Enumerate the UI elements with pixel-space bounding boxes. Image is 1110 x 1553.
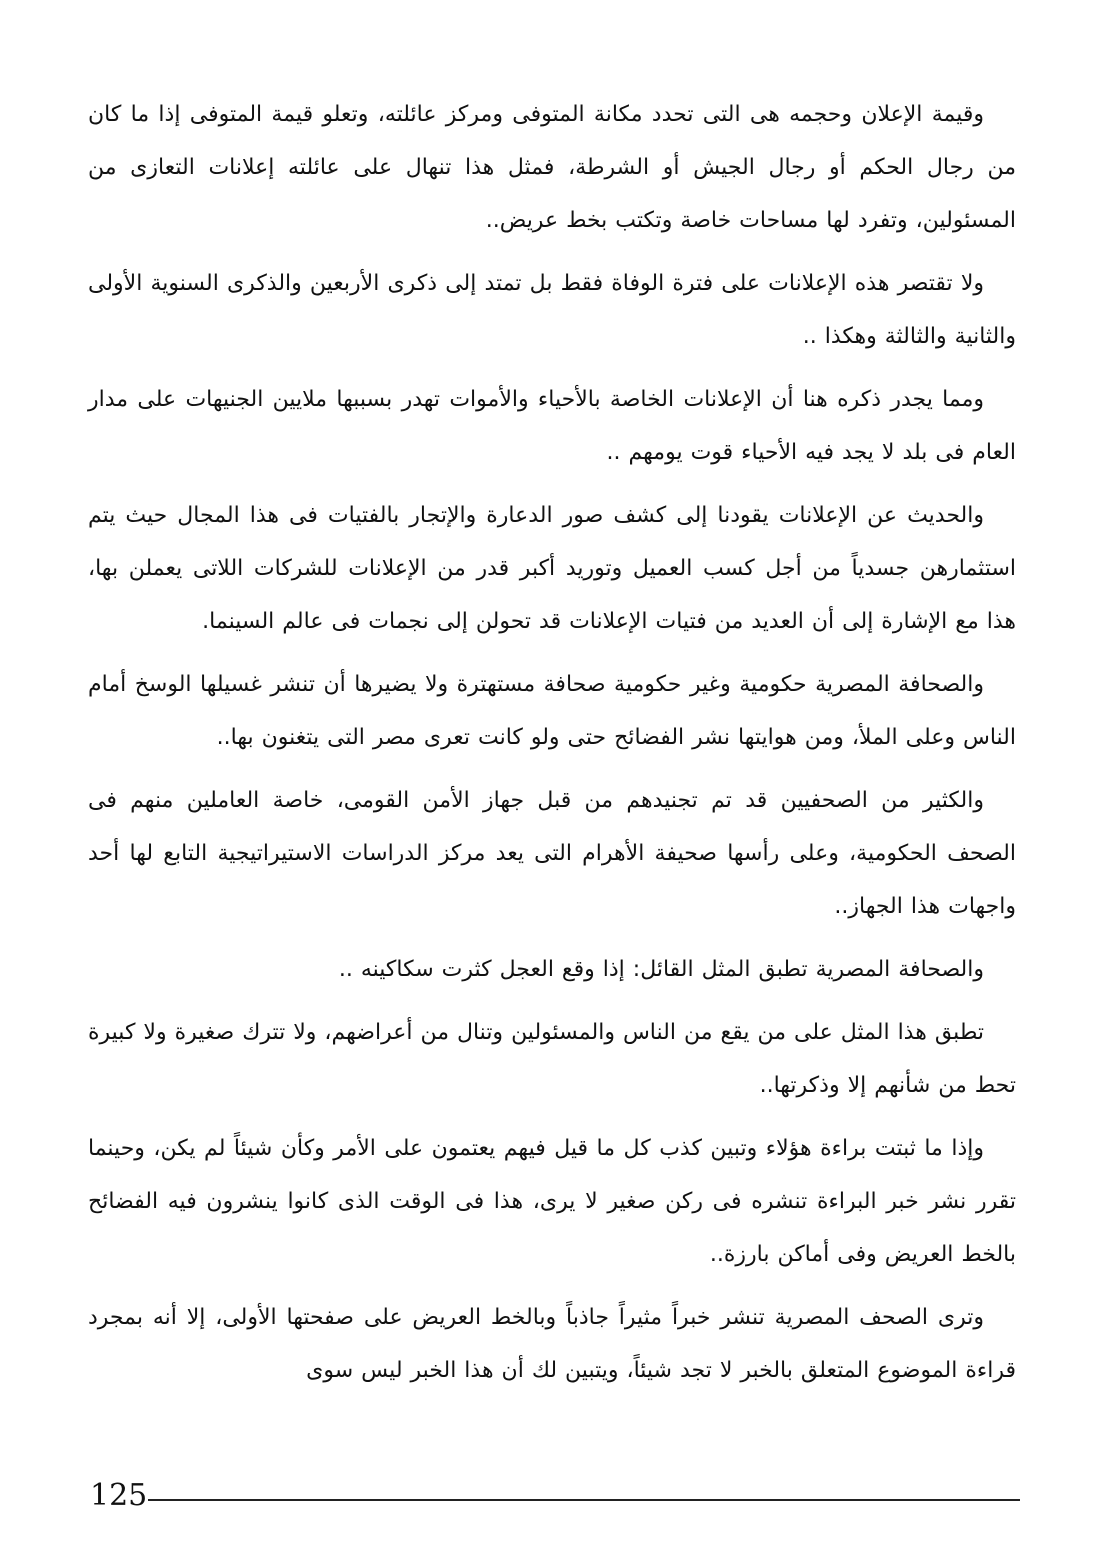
paragraph-10: وترى الصحف المصرية تنشر خبراً مثيراً جاذباً وبالخط العريض على صفحتها الأولى، إلا أنه بمجرد قراءة الموضوع المتعلق بالخبر لا تجد شيئاً، ويتبين لك أن هذا الخبر ليس سوى <box>88 1305 1016 1383</box>
paragraph-1: وقيمة الإعلان وحجمه هى التى تحدد مكانة المتوفى ومركز عائلته، وتعلو قيمة المتوفى إذا ما كان من رجال الحكم أو رجال الجيش أو الشرطة، فمثل هذا تنهال على عائلته إعلانات التعازى من المسئولين، وتفرد لها مساحات خاصة وتكتب بخط عريض.. <box>88 102 1016 233</box>
paragraph-8: تطبق هذا المثل على من يقع من الناس والمسئولين وتنال من أعراضهم، ولا تترك صغيرة ولا كبيرة تحط من شأنهم إلا وذكرتها.. <box>88 1020 1016 1098</box>
body-text <box>88 88 1016 1407</box>
paragraph-3: ومما يجدر ذكره هنا أن الإعلانات الخاصة بالأحياء والأموات تهدر بسببها ملايين الجنيهات على مدار العام فى بلد لا يجد فيه الأحياء قوت يومهم .. <box>88 387 1016 465</box>
page-number: 125 <box>90 1478 148 1513</box>
paragraph-5: والصحافة المصرية حكومية وغير حكومية صحافة مستهترة ولا يضيرها أن تنشر غسيلها الوسخ أمام الناس وعلى الملأ، ومن هوايتها نشر الفضائح حتى ولو كانت تعرى مصر التى يتغنون بها.. <box>88 672 1016 750</box>
paragraph-2: ولا تقتصر هذه الإعلانات على فترة الوفاة فقط بل تمتد إلى ذكرى الأربعين والذكرى السنوية الأولى والثانية والثالثة وهكذا .. <box>88 271 1016 349</box>
paragraph-9: وإذا ما ثبتت براءة هؤلاء وتبين كذب كل ما قيل فيهم يعتمون على الأمر وكأن شيئاً لم يكن، وحينما تقرر نشر خبر البراءة تنشره فى ركن صغير لا يرى، هذا فى الوقت الذى كانوا ينشرون فيه الفضائح بالخط العريض وفى أماكن بارزة.. <box>88 1136 1016 1267</box>
footer-rule <box>148 1499 1020 1501</box>
paragraph-7: والصحافة المصرية تطبق المثل القائل: إذا وقع العجل كثرت سكاكينه .. <box>338 957 984 982</box>
paragraph-6: والكثير من الصحفيين قد تم تجنيدهم من قبل جهاز الأمن القومى، خاصة العاملين منهم فى الصحف الحكومية، وعلى رأسها صحيفة الأهرام التى يعد مركز الدراسات الاستيراتيجية التابع لها أحد واجهات هذا الجهاز.. <box>88 788 1016 919</box>
paragraph-4: والحديث عن الإعلانات يقودنا إلى كشف صور الدعارة والإتجار بالفتيات فى هذا المجال حيث يتم استثمارهن جسدياً من أجل كسب العميل وتوريد أكبر قدر من الإعلانات للشركات اللاتى يعملن بها، هذا مع الإشارة إلى أن العديد من فتيات الإعلانات قد تحولن إلى نجمات فى عالم السينما. <box>88 503 1016 634</box>
page-footer <box>90 1478 1020 1518</box>
